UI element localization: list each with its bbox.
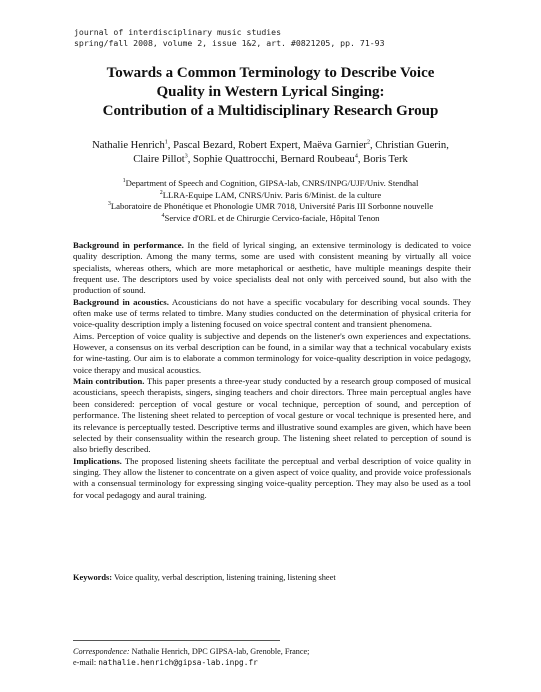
abstract-heading: Implications. [73,455,122,466]
author-name: Christian Guerin [375,140,447,151]
affiliation-text: Service d'ORL et de Chirurgie Cervico-faciale, Hôpital Tenon [164,212,380,223]
journal-issue: spring/fall 2008, volume 2, issue 1&2, art. #0821205, pp. 71-93 [74,38,385,48]
title-line-3: Contribution of a Multidisciplinary Research Group [102,103,439,119]
abstract-heading: Background in performance. [73,240,184,250]
abstract-paragraph [73,331,471,376]
author-name: Claire Pillot [133,153,185,165]
email-address[interactable]: nathalie.henrich@gipsa-lab.inpg.fr [98,658,258,667]
abstract-text: Aims. Perception of voice quality is subjective and depends on the listener's own experiences and expectations. However, a consensus on its verbal description can be found, in a similar way that a technical vocabulary exists for wine-tasting. Our aim is to elaborate a common terminology for voice-quality description in voice pedagogy, voice therapy and musical acoustics. [73,330,471,375]
abstract-heading: Background in acoustics. [73,296,169,307]
affiliation-number: 1 [122,178,126,185]
affiliation-item [60,201,481,213]
abstract-heading: Main contribution. [73,376,145,387]
author-name: Boris Terk [363,153,408,165]
abstract-text: This paper presents a three-year study conducted by a research group composed of musical acousticians, speech therapists, singers, singing teachers and choir directors. Three main perceptual angles have been considered: perception of vocal gesture or vocal technique, perception of sound, and perception of performance. The listening sheet related to perception of vocal gesture or vocal technique is presented here, and its relevance is perceptually tested. Descriptive terms and illustrative sound examples are given, which have been selected by their consensuality within the research group. The listening sheet related to perception of sound is also briefly described. [73,376,472,455]
affiliation-item [60,190,481,202]
author-affiliation-mark: 1 [164,139,168,146]
title-line-2: Quality in Western Lyrical Singing: [156,84,385,100]
affiliation-number: 4 [161,212,165,219]
abstract-paragraph [73,240,471,297]
journal-name: journal of interdisciplinary music studies [74,27,282,37]
abstract-text: The proposed listening sheets facilitate the perceptual and verbal description of voice quality in singing. They allow the listener to concentrate on a given aspect of voice quality, and provide voice professionals with a consensual terminology for expressing singing voice-quality perception. They may also be used as a tool for vocal pedagogy and aural training. [73,455,471,500]
author-affiliation-mark: 4 [354,152,358,159]
keywords-label: Keywords: [73,573,113,582]
correspondence [73,646,493,668]
author-name: Nathalie Henrich [92,140,165,151]
affiliation-text: Department of Speech and Cognition, GIPSA-lab, CNRS/INPG/UJF/Univ. Stendhal [125,178,419,188]
author-name: Bernard Roubeau [280,153,355,165]
author-name: Maëva Garnier [303,140,367,151]
author-name: Pascal Bezard [173,140,233,151]
affiliation-item [60,178,481,190]
paper-title [60,64,481,121]
email-label: e-mail: [73,658,99,667]
journal-header [74,27,494,49]
footnote-divider [73,640,280,641]
correspondence-line [73,646,493,657]
author-affiliation-mark: 3 [184,152,188,159]
affiliation-number: 3 [107,201,111,208]
abstract-text: In the field of lyrical singing, an extensive terminology is dedicated to voice quality description. Among the many terms, some are used with consistent meaning by virtually all voice specialists, whereas others, which are more metaphorical or aesthetic, have multiple meanings despite their frequent use. The descriptors used by voice specialists deal not only with perceived sound, but also with the production of sound. [73,240,472,296]
author-list [60,139,481,166]
affiliation-number: 2 [159,189,163,196]
correspondence-label: Correspondence: [73,647,130,656]
affiliation-item [60,213,481,225]
affiliation-text: Laboratoire de Phonétique et Phonologie UMR 7018, Université Paris III Sorbonne nouvelle [110,201,434,212]
author-name: Sophie Quattrocchi [193,153,276,165]
title-line-1: Towards a Common Terminology to Describe Voice [106,65,435,81]
author-affiliation-mark: 2 [366,139,370,146]
keywords [73,572,471,583]
authors-line-1: Nathalie Henrich$^1$, Pascal Bezard, Robert Expert, Maëva Garnier$^2$, Christian Guerin, [92,139,449,151]
affiliation-list [60,178,481,224]
author-name: Robert Expert [238,140,298,151]
abstract-paragraph [73,376,471,455]
abstract-paragraph [73,297,471,331]
affiliation-text: LLRA-Equipe LAM, CNRS/Univ. Paris 6/Minist. de la culture [162,189,382,200]
correspondence-text: Nathalie Henrich, DPC GIPSA-lab, Grenoble, France; [129,647,310,656]
keywords-text: Voice quality, verbal description, listening training, listening sheet [112,573,336,582]
abstract-paragraph [73,456,471,501]
authors-line-2: Claire Pillot$^3$, Sophie Quattrocchi, Bernard Roubeau$^4$, Boris Terk [133,152,408,165]
abstract-text: Acousticians do not have a specific vocabulary for describing vocal sounds. They often make use of terms related to timbre. Many studies conducted on the determination of physical criteria for voice-quality description imply a listening focused on voice spectral content and transient phenomena. [73,296,471,330]
email-line [73,657,493,668]
abstract [73,240,471,501]
